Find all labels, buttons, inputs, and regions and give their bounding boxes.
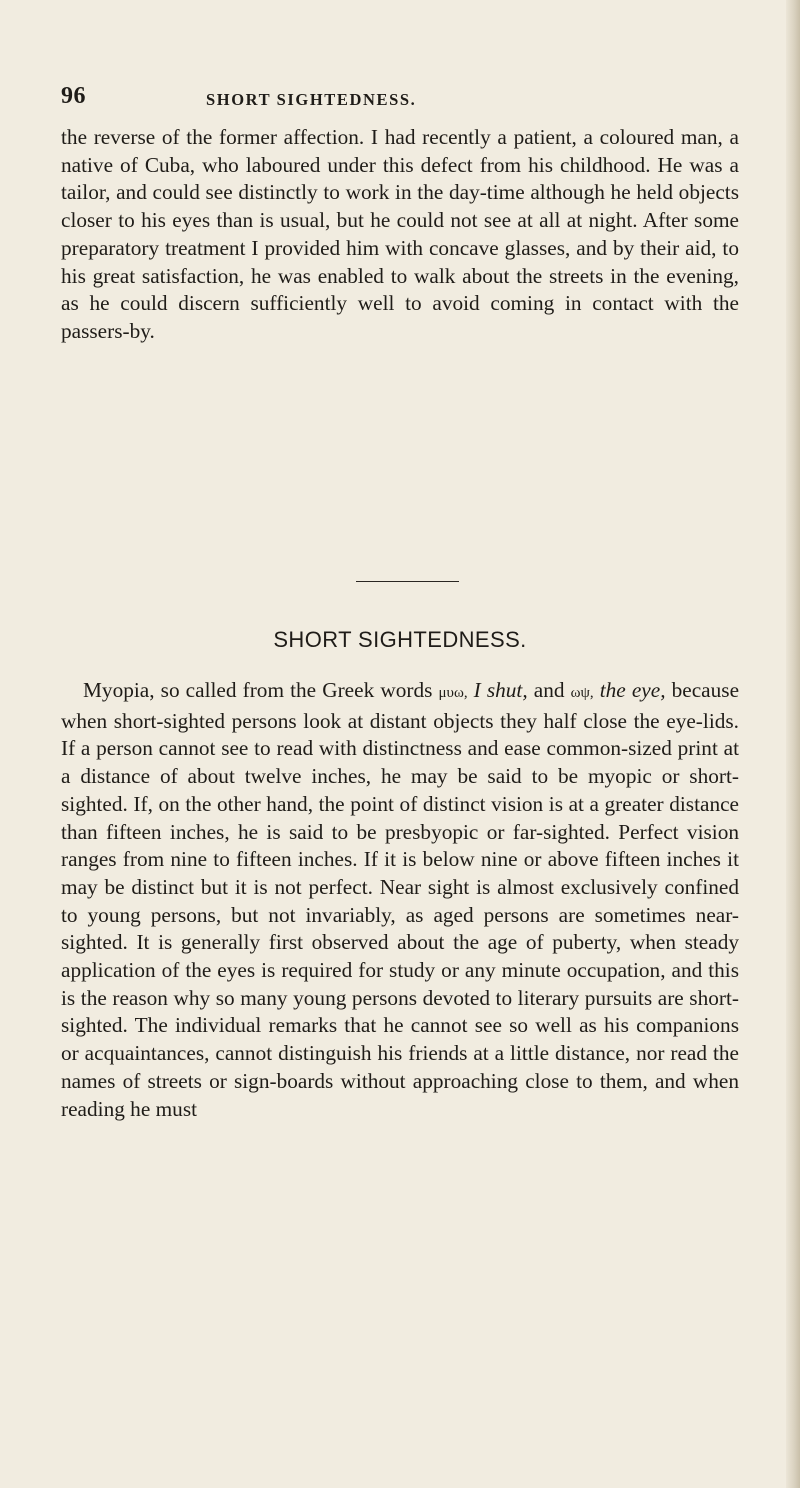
gloss-eye: the eye, xyxy=(599,678,666,702)
page-header xyxy=(61,83,741,113)
paragraph-body: because when short-sighted persons look at distant objects they half close the eye-lids. If a person cannot see to read with distinctness and ease common-sized print at a distance of about twelve inches, he may be said to be myopic or short-sighted. If, on the other hand, the point of distinct vision is at a greater distance than fifteen inches, he is said to be presbyopic or far-sighted. Perfect vision ranges from nine to fifteen inches. If it is below nine or above fifteen inches it may be distinct but it is not perfect. Near sight is almost exclusively confined to young persons, but not invariably, as aged persons are sometimes near-sighted. It is generally first observed about the age of puberty, when steady application of the eyes is required for study or any minute occupation, and this is the reason why so many young persons devoted to literary pursuits are short-sighted. The individual remarks that he cannot see so well as his companions or acquaintances, cannot distinguish his friends at a little distance, nor read the names of streets or sign-boards without approaching close to them, and when reading he must xyxy=(61,678,740,1121)
section-divider xyxy=(356,581,459,582)
gloss-shut: I shut, xyxy=(473,678,528,702)
paragraph-myopia xyxy=(61,677,739,1123)
conjunction-and: and xyxy=(533,678,565,702)
greek-word-shut: μυω, xyxy=(438,685,468,701)
paragraph-lead: Myopia, so called from the Greek words xyxy=(83,678,433,702)
running-head: SHORT SIGHTEDNESS. xyxy=(206,90,417,109)
paragraph-previous-section: the reverse of the former affection. I had recently a patient, a coloured man, a native of Cuba, who laboured under this defect from his childhood. He was a tailor, and could see distinctly to work in the day-time although he held objects closer to his eyes than is usual, but he could not see at all at night. After some preparatory treatment I provided him with concave glasses, and by their aid, to his great satisfaction, he was enabled to walk about the streets in the evening, as he could discern sufficiently well to avoid coming in contact with the passers-by. xyxy=(61,125,739,343)
greek-word-eye: ωψ, xyxy=(570,685,594,701)
page-number: 96 xyxy=(61,83,86,109)
page-edge xyxy=(786,0,800,1488)
section-title: SHORT SIGHTEDNESS. xyxy=(273,627,527,652)
